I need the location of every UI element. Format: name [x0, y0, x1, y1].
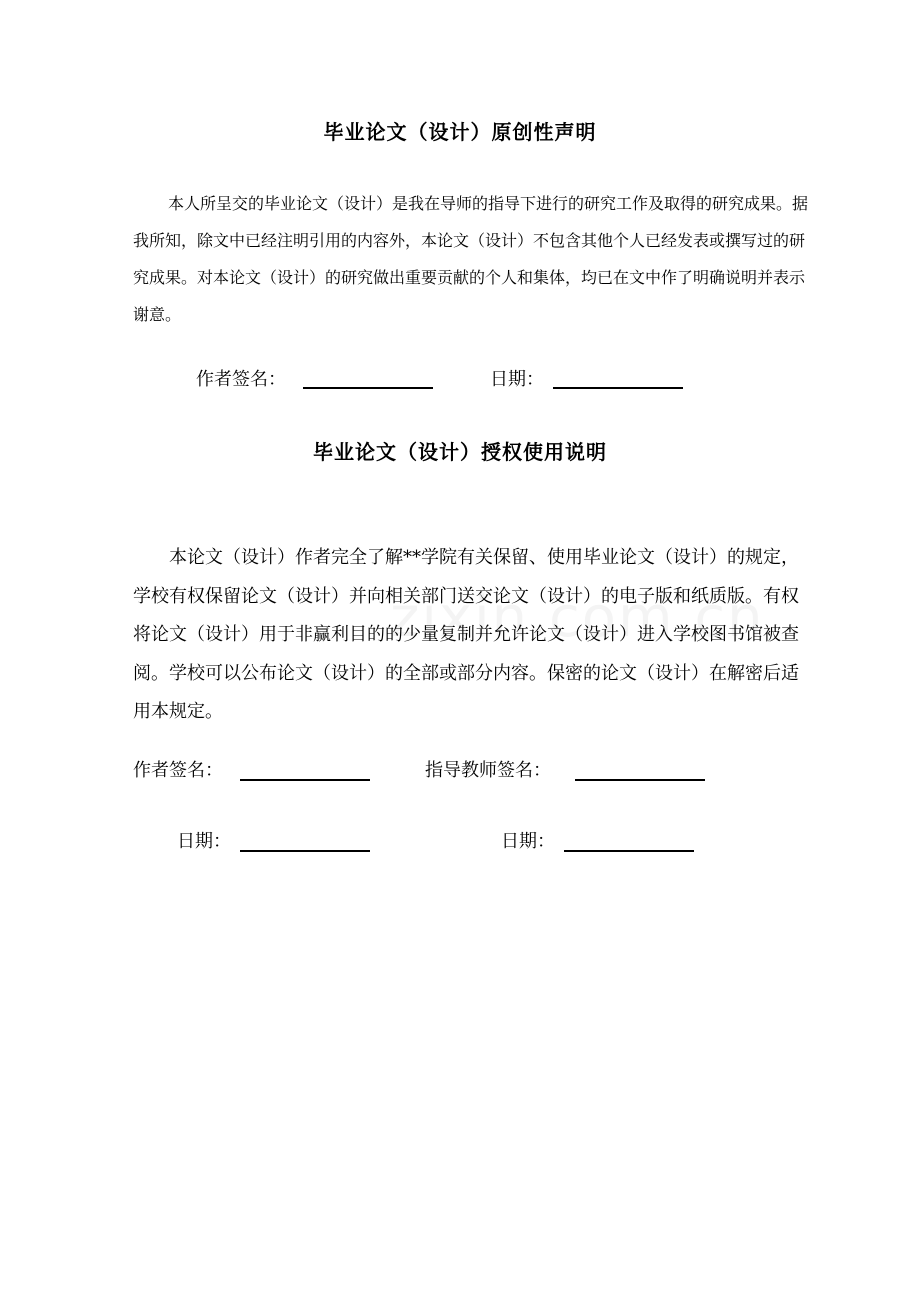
declaration-date-label: 日期：: [490, 369, 544, 390]
authorization-author-date-line[interactable]: [240, 850, 370, 852]
authorization-author-signature-line[interactable]: [240, 779, 370, 781]
authorization-advisor-signature-line[interactable]: [575, 779, 705, 781]
authorization-body: 本论文（设计）作者完全了解**学院有关保留、使用毕业论文（设计）的规定，学校有权保留论文（设计）并向相关部门送交论文（设计）的电子版和纸质版。有权将论文（设计）用于非赢利目的的少量复制并允许论文（设计）进入学校图书馆被查阅。学校可以公布论文（设计）的全部或部分内容。保密的论文（设计）在解密后适用本规定。: [133, 547, 799, 722]
declaration-date-line[interactable]: [553, 387, 683, 389]
declaration-body: 本人所呈交的毕业论文（设计）是我在导师的指导下进行的研究工作及取得的研究成果。据我所知，除文中已经注明引用的内容外，本论文（设计）不包含其他个人已经发表或撰写过的研究成果。对本论文（设计）的研究做出重要贡献的个人和集体，均已在文中作了明确说明并表示谢意。: [133, 194, 809, 324]
authorization-advisor-date-line[interactable]: [564, 850, 694, 852]
declaration-author-signature-label: 作者签名：: [196, 369, 286, 390]
authorization-advisor-date-label: 日期：: [501, 831, 555, 852]
authorization-advisor-signature-label: 指导教师签名：: [425, 760, 551, 781]
authorization-title: 毕业论文（设计）授权使用说明: [313, 440, 607, 464]
authorization-author-date-label: 日期：: [177, 831, 231, 852]
declaration-title: 毕业论文（设计）原创性声明: [323, 120, 597, 144]
declaration-author-signature-line[interactable]: [303, 387, 433, 389]
authorization-author-signature-label: 作者签名：: [133, 760, 223, 781]
